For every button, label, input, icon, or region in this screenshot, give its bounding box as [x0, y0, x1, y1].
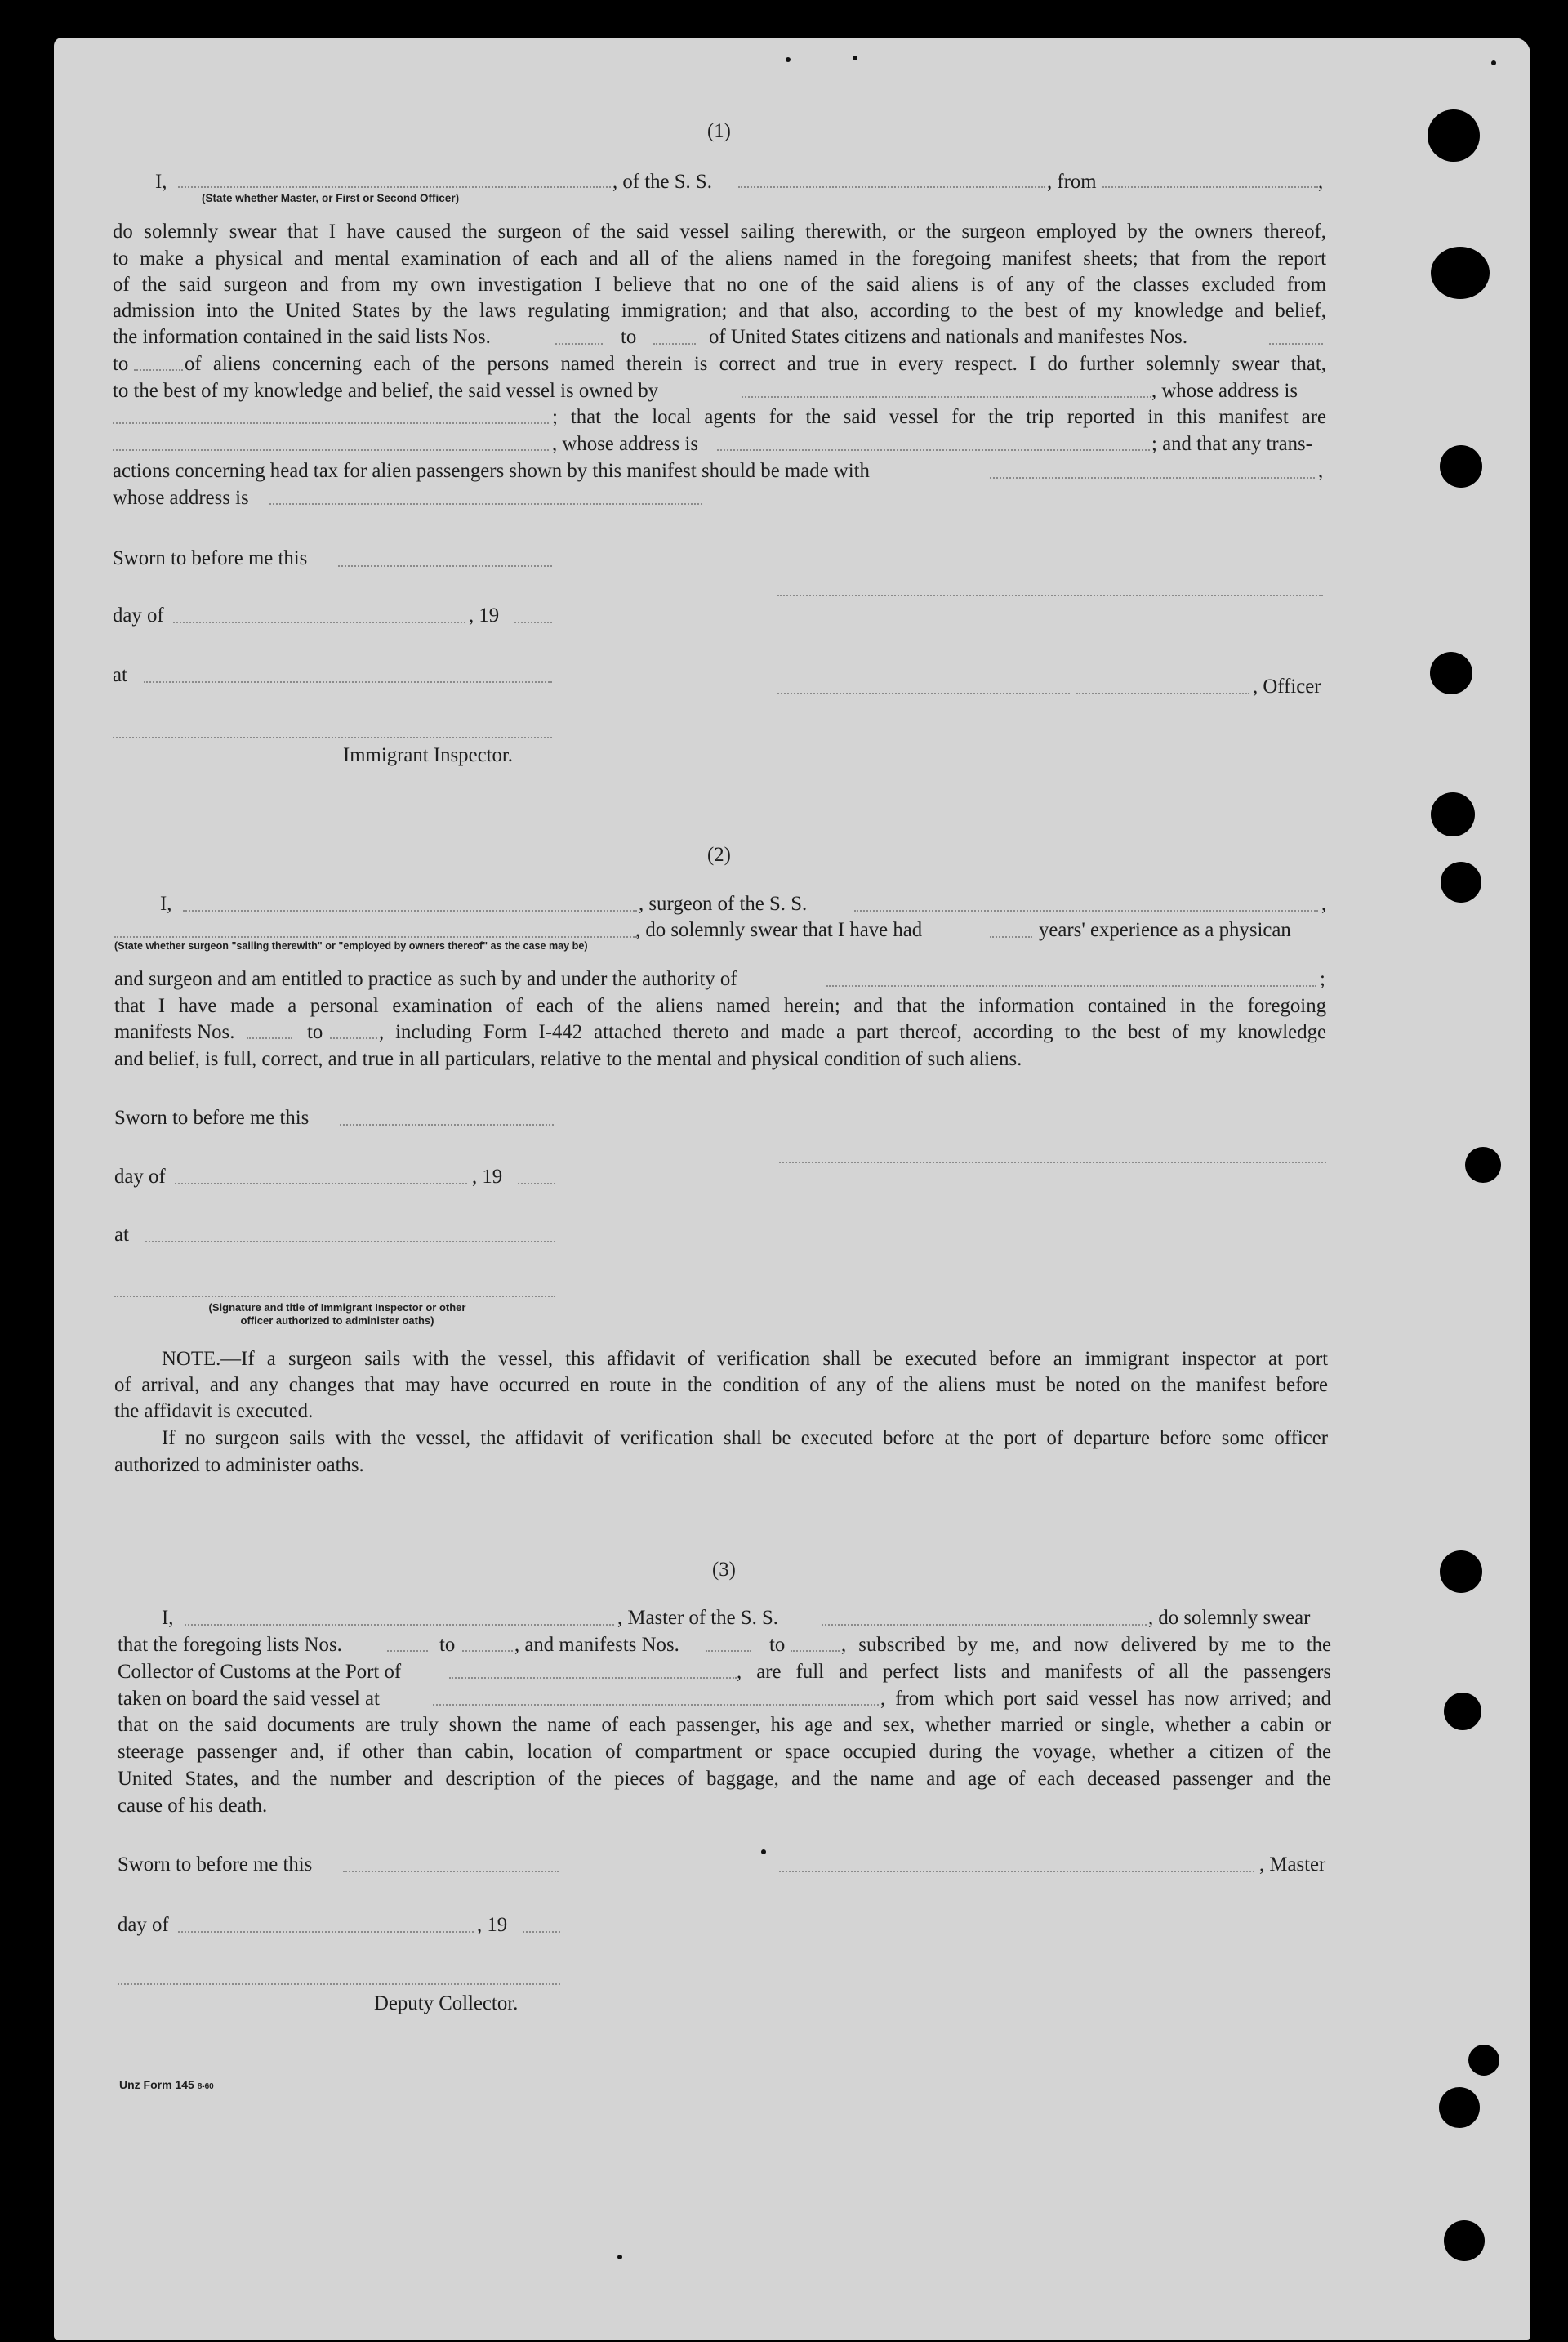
documents-line: cause of his death. [118, 1795, 268, 1817]
day-month-field[interactable] [173, 622, 466, 623]
departure-port-field[interactable] [1102, 186, 1318, 188]
surgeon-of-ss-label: , surgeon of the S. S. [639, 893, 808, 915]
s3-manifests-to-label: to [769, 1634, 786, 1656]
s3-lists-label: that the foregoing lists Nos. [118, 1634, 342, 1656]
inspector-signature-line[interactable] [113, 737, 552, 738]
officer-signature-line[interactable] [777, 595, 1323, 596]
officer-note: (State whether Master, or First or Second Officer) [202, 192, 460, 204]
no-surgeon-line: authorized to administer oaths. [114, 1454, 364, 1476]
agents-address-field[interactable] [717, 449, 1150, 451]
head-tax-comma: , [1318, 460, 1324, 482]
sworn-date-field[interactable] [338, 565, 552, 567]
manifests-nos-field[interactable] [1269, 343, 1323, 345]
form-revision: 8-60 [197, 2082, 214, 2091]
form-number-text: Unz Form 145 [119, 2078, 194, 2091]
lists-nos-from-field[interactable] [555, 343, 603, 345]
officer-title-line-2[interactable] [1076, 693, 1250, 694]
form-i442-line: , including Form I-442 attached thereto and made a part thereof, according to the best of my knowledge [379, 1021, 1326, 1043]
master-label: , Master [1259, 1854, 1326, 1876]
oath-line: do solemnly swear that I have caused the surgeon of the said vessel sailing therewith, or the surgeon employed by the owners thereof, [113, 221, 1326, 243]
vessel-name-field[interactable] [738, 186, 1045, 188]
s2-at-place-field[interactable] [145, 1241, 555, 1242]
authority-field[interactable] [826, 985, 1316, 987]
belief-line: and belief, is full, correct, and true in all particulars, relative to the mental and physical condition of such aliens. [114, 1048, 1022, 1070]
signature-note-1: (Signature and title of Immigrant Inspector or other [208, 1301, 466, 1314]
s3-swear-label: , do solemnly swear [1148, 1607, 1311, 1629]
punch-hole [1431, 247, 1490, 299]
s3-manifests-to-field[interactable] [791, 1650, 840, 1652]
s3-year-field[interactable] [523, 1931, 560, 1933]
ink-speck [853, 56, 858, 60]
s2-year-prefix: , 19 [472, 1166, 503, 1188]
oath-line: of the said surgeon and from my own investigation I believe that no one of the said aliens is of any of the classes excluded from [113, 274, 1326, 296]
s3-lists-from-field[interactable] [387, 1650, 428, 1652]
section-3-i: I, [162, 1607, 174, 1629]
note-line: the affidavit is executed. [114, 1400, 314, 1422]
manifests-nos-label: manifests Nos. [114, 1021, 235, 1043]
officer-title-line[interactable] [777, 693, 1070, 694]
boarding-port-field[interactable] [433, 1704, 879, 1706]
local-agents-line: ; that the local agents for the said vessel for the trip reported in this manifest are [552, 406, 1326, 428]
officer-label: , Officer [1253, 676, 1321, 698]
master-signature-line[interactable] [779, 1871, 1254, 1872]
section-2-heading: (2) [707, 844, 731, 866]
ink-speck [786, 57, 791, 62]
punch-hole [1444, 2220, 1485, 2261]
of-the-ss-label: , of the S. S. [612, 171, 712, 193]
ink-speck [1491, 60, 1496, 65]
punch-hole [1431, 792, 1475, 836]
punch-hole [1468, 2045, 1499, 2076]
ink-speck [761, 1849, 766, 1854]
owner-field[interactable] [742, 396, 1152, 398]
section-3-heading: (3) [712, 1559, 736, 1581]
lists-perfect-line: , are full and perfect lists and manifests of all the passengers [737, 1661, 1331, 1683]
punch-hole [1439, 2087, 1480, 2128]
s2-day-of-label: day of [114, 1166, 166, 1188]
head-tax-agent-field[interactable] [990, 477, 1315, 479]
taken-on-board-label: taken on board the said vessel at [118, 1688, 380, 1710]
s3-day-month-field[interactable] [178, 1931, 474, 1933]
section-2-i: I, [160, 893, 172, 915]
line-comma: , [1318, 171, 1324, 193]
note-line: NOTE.—If a surgeon sails with the vessel, this affidavit of verification shall be executed before an immigrant inspector at port [162, 1348, 1328, 1370]
surgeon-name-field[interactable] [183, 910, 637, 912]
collector-signature-line[interactable] [118, 1983, 560, 1985]
punch-hole [1444, 1693, 1481, 1730]
citizens-label: of United States citizens and nationals and manifestes Nos. [709, 326, 1188, 348]
master-of-ss-label: , Master of the S. S. [617, 1607, 778, 1629]
owned-by-label: to the best of my knowledge and belief, the said vessel is owned by [113, 380, 658, 402]
inspector-label: Immigrant Inspector. [343, 744, 513, 766]
s2-day-month-field[interactable] [175, 1183, 467, 1184]
s2-to-label: to [307, 1021, 323, 1043]
no-surgeon-line: If no surgeon sails with the vessel, the affidavit of verification shall be executed before at the port of departure before some officer [162, 1427, 1328, 1449]
oath-line: to make a physical and mental examination of each and all of the aliens named in the foregoing manifest sheets; that from the report [113, 248, 1326, 270]
s2-sworn-label: Sworn to before me this [114, 1107, 310, 1129]
s3-manifests-label: , and manifests Nos. [514, 1634, 679, 1656]
documents-line: that on the said documents are truly shown the name of each passenger, his age and sex, whether married or single, whether a cabin or [118, 1714, 1331, 1736]
lists-to-label: to [621, 326, 637, 348]
section-1-heading: (1) [707, 120, 731, 142]
lists-nos-to-field[interactable] [653, 343, 696, 345]
s3-sworn-label: Sworn to before me this [118, 1854, 313, 1876]
lists-nos-label: the information contained in the said lists Nos. [113, 326, 491, 348]
owner-address-label: , whose address is [1152, 380, 1298, 402]
punch-hole [1465, 1147, 1501, 1183]
whose-address-label: whose address is [113, 487, 249, 509]
years-experience-b: years' experience as a physican [1039, 919, 1291, 941]
at-place-field[interactable] [144, 681, 552, 683]
agents-address-label: , whose address is [552, 433, 699, 455]
to-label: to [113, 353, 129, 375]
punch-hole [1440, 445, 1482, 488]
documents-line: United States, and the number and description of the pieces of baggage, and the name and age of each deceased passenger and the [118, 1768, 1331, 1790]
signature-note-2: officer authorized to administer oaths) [240, 1314, 434, 1327]
surgeon-line-comma: , [1321, 893, 1327, 915]
local-agents-field[interactable] [113, 449, 549, 451]
surgeon-vessel-field[interactable] [854, 910, 1318, 912]
years-experience-a: , do solemnly swear that I have had [635, 919, 923, 941]
s2-year-field[interactable] [518, 1183, 555, 1184]
s3-manifests-from-field[interactable] [706, 1650, 751, 1652]
punch-hole [1430, 652, 1472, 694]
s2-at-label: at [114, 1224, 129, 1246]
manifests-to-field[interactable] [134, 369, 183, 371]
section-1-i: I, [155, 171, 167, 193]
transactions-label: ; and that any trans- [1152, 433, 1312, 455]
oath-line: admission into the United States by the laws regulating immigration; and that also, according to the best of my knowledge and belief, [113, 300, 1326, 322]
day-of-label: day of [113, 604, 164, 627]
owner-address-field[interactable] [113, 422, 549, 424]
head-tax-address-field[interactable] [270, 503, 702, 505]
s2-sworn-date-field[interactable] [340, 1124, 554, 1126]
aliens-correct-line: of aliens concerning each of the persons named therein is correct and true in every respect. I do further solemnly swear that, [185, 353, 1326, 375]
exam-line: that I have made a personal examination of each of the aliens named herein; and that the information contained in the foregoing [114, 995, 1326, 1017]
ink-speck [617, 2255, 622, 2259]
note-line: of arrival, and any changes that may have occurred en route in the condition of any of the aliens must be noted on the manifest before [114, 1374, 1328, 1396]
s3-lists-to-field[interactable] [462, 1650, 513, 1652]
punch-hole [1428, 109, 1480, 162]
s3-year-prefix: , 19 [477, 1914, 508, 1936]
practice-label: and surgeon and am entitled to practice as such by and under the authority of [114, 968, 737, 990]
surgeon-note: (State whether surgeon "sailing therewith" or "employed by owners thereof" as the case may be) [114, 940, 588, 952]
customs-port-field[interactable] [449, 1677, 737, 1679]
from-label: , from [1047, 171, 1097, 193]
s3-vessel-field[interactable] [822, 1624, 1147, 1626]
officer-name-field[interactable] [178, 186, 611, 188]
arrived-line: , from which port said vessel has now arrived; and [880, 1688, 1331, 1710]
documents-line: steerage passenger and, if other than cabin, location of compartment or space occupied during the voyage, whether a citizen of the [118, 1741, 1331, 1763]
master-name-field[interactable] [185, 1624, 614, 1626]
subscribed-line: , subscribed by me, and now delivered by me to the [841, 1634, 1331, 1656]
form-number [119, 2078, 214, 2091]
s2-inspector-signature-line[interactable] [114, 1296, 555, 1297]
years-field[interactable] [990, 936, 1032, 938]
year-prefix: , 19 [469, 604, 500, 627]
year-field[interactable] [514, 622, 552, 623]
surgeon-status-field[interactable] [114, 936, 637, 938]
punch-hole [1441, 862, 1481, 903]
s3-lists-to-label: to [439, 1634, 456, 1656]
sworn-label: Sworn to before me this [113, 547, 308, 569]
head-tax-label: actions concerning head tax for alien passengers shown by this manifest should be made with [113, 460, 870, 482]
s3-day-of-label: day of [118, 1914, 169, 1936]
collector-port-label: Collector of Customs at the Port of [118, 1661, 402, 1683]
surgeon-signature-line[interactable] [779, 1162, 1326, 1163]
punch-hole [1440, 1550, 1482, 1593]
deputy-collector-label: Deputy Collector. [374, 1992, 519, 2014]
s3-sworn-date-field[interactable] [343, 1871, 559, 1872]
at-label: at [113, 664, 127, 686]
s2-manifests-to-field[interactable] [330, 1037, 377, 1039]
practice-semicolon: ; [1320, 968, 1325, 990]
s2-manifests-from-field[interactable] [247, 1037, 292, 1039]
